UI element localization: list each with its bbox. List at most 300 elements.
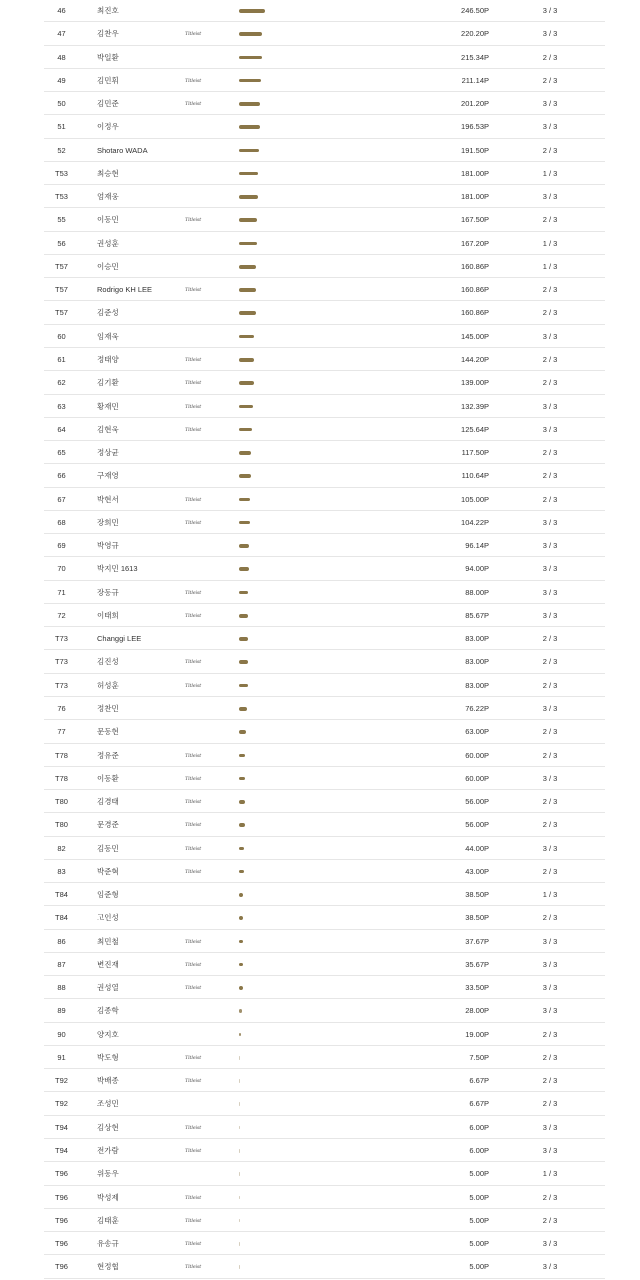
table-row[interactable]: [44, 441, 605, 464]
player-name-link[interactable]: Shotaro WADA: [97, 145, 148, 155]
points-cell: 160.86P: [461, 285, 489, 295]
player-name-link[interactable]: 권성훈: [97, 238, 119, 248]
points-cell: 246.50P: [461, 6, 489, 15]
points-cell: 85.67P: [465, 610, 489, 620]
points-cell: 144.20P: [461, 354, 489, 364]
table-row[interactable]: [44, 232, 605, 255]
rank-cell: T84: [55, 913, 68, 923]
table-row[interactable]: [44, 255, 605, 278]
table-row[interactable]: [44, 348, 605, 371]
table-row[interactable]: [44, 1139, 605, 1162]
rank-cell: 63: [57, 401, 66, 411]
events-cell: 2 / 3: [542, 285, 558, 295]
points-cell: 181.00P: [461, 192, 489, 202]
events-cell: 3 / 3: [542, 843, 558, 853]
points-bar: [239, 823, 245, 827]
events-cell: 3 / 3: [542, 564, 558, 574]
rank-cell: 62: [57, 378, 66, 388]
rank-cell: 72: [57, 610, 66, 620]
table-row[interactable]: [44, 906, 605, 929]
points-bar: [239, 777, 245, 781]
points-bar: [239, 1033, 241, 1037]
rank-cell: 66: [57, 471, 66, 481]
points-bar: [239, 172, 258, 176]
table-row[interactable]: [44, 930, 605, 953]
points-bar: [239, 1102, 240, 1106]
points-cell: 35.67P: [465, 959, 489, 969]
points-bar: [239, 1219, 240, 1223]
events-cell: 3 / 3: [542, 1006, 558, 1016]
rank-cell: 70: [57, 564, 66, 574]
points-cell: 167.50P: [461, 215, 489, 225]
points-cell: 5.00P: [469, 1169, 489, 1179]
events-cell: 2 / 3: [542, 727, 558, 737]
points-bar: [239, 684, 248, 688]
rank-cell: T96: [55, 1192, 68, 1202]
rank-cell: 90: [57, 1029, 66, 1039]
rank-cell: 87: [57, 959, 66, 969]
table-row[interactable]: [44, 674, 605, 697]
events-cell: 3 / 3: [542, 983, 558, 993]
events-cell: 2 / 3: [542, 145, 558, 155]
titleist-logo-icon: Titleist: [185, 1264, 202, 1271]
player-name-link[interactable]: 엄재웅: [97, 192, 119, 202]
player-name-link[interactable]: 임준형: [97, 890, 119, 900]
points-bar: [239, 149, 259, 153]
points-cell: 125.64P: [461, 424, 489, 434]
points-bar: [239, 916, 243, 920]
events-cell: 2 / 3: [542, 1076, 558, 1086]
player-name-link[interactable]: 구재영: [97, 471, 119, 481]
points-bar: [239, 79, 261, 83]
titleist-logo-icon: Titleist: [185, 1054, 202, 1061]
events-cell: 3 / 3: [542, 517, 558, 527]
table-row[interactable]: [44, 488, 605, 511]
player-name-link[interactable]: 박성제: [97, 1192, 119, 1202]
player-name-link[interactable]: 문경준: [97, 820, 119, 830]
rank-cell: 48: [57, 52, 66, 62]
table-row[interactable]: [44, 325, 605, 348]
points-bar: [239, 335, 254, 339]
table-row[interactable]: [44, 860, 605, 883]
points-bar: [239, 893, 243, 897]
titleist-logo-icon: Titleist: [185, 775, 202, 782]
points-cell: 6.67P: [469, 1099, 489, 1109]
table-row[interactable]: [44, 1162, 605, 1185]
table-row[interactable]: [44, 278, 605, 301]
table-row[interactable]: [44, 208, 605, 231]
events-cell: 3 / 3: [542, 541, 558, 551]
points-bar: [239, 56, 262, 60]
table-row[interactable]: [44, 883, 605, 906]
rank-cell: 83: [57, 866, 66, 876]
player-name-link[interactable]: 김상현: [97, 1122, 119, 1132]
events-cell: 2 / 3: [542, 680, 558, 690]
table-row[interactable]: [44, 1092, 605, 1115]
player-name-link[interactable]: 김동민: [97, 843, 119, 853]
events-cell: 2 / 3: [542, 354, 558, 364]
table-row[interactable]: [44, 744, 605, 767]
titleist-logo-icon: Titleist: [185, 287, 202, 294]
player-name-link[interactable]: 정찬민: [97, 703, 119, 713]
points-bar: [239, 986, 243, 990]
table-row[interactable]: [44, 557, 605, 580]
rank-cell: T96: [55, 1239, 68, 1249]
titleist-logo-icon: Titleist: [185, 426, 202, 433]
player-name-link[interactable]: 황재민: [97, 401, 119, 411]
table-row[interactable]: [44, 371, 605, 394]
rank-cell: 68: [57, 517, 66, 527]
titleist-logo-icon: Titleist: [185, 682, 202, 689]
rank-cell: 64: [57, 424, 66, 434]
table-row[interactable]: [44, 1186, 605, 1209]
player-name-link[interactable]: 김찬우: [97, 29, 119, 39]
rank-cell: 46: [57, 6, 66, 15]
points-bar: [239, 637, 248, 641]
points-cell: 38.50P: [465, 890, 489, 900]
table-row[interactable]: [44, 92, 605, 115]
points-bar: [239, 730, 246, 734]
player-name-link[interactable]: 김준성: [97, 308, 119, 318]
points-cell: 83.00P: [465, 634, 489, 644]
events-cell: 3 / 3: [542, 936, 558, 946]
rank-cell: T73: [55, 634, 68, 644]
table-row[interactable]: [44, 1232, 605, 1255]
points-cell: 37.67P: [465, 936, 489, 946]
table-row[interactable]: [44, 697, 605, 720]
table-row[interactable]: [44, 162, 605, 185]
points-bar: [239, 1056, 240, 1060]
player-name-link[interactable]: 장희민: [97, 517, 119, 527]
table-row[interactable]: [44, 1069, 605, 1092]
points-cell: 201.20P: [461, 99, 489, 109]
player-name-link[interactable]: 박지민 1613: [97, 564, 138, 574]
points-bar: [239, 1126, 240, 1130]
player-name-link[interactable]: 조성민: [97, 1099, 119, 1109]
points-bar: [239, 32, 262, 36]
rank-cell: T96: [55, 1169, 68, 1179]
events-cell: 2 / 3: [542, 1099, 558, 1109]
events-cell: 2 / 3: [542, 634, 558, 644]
table-row[interactable]: [44, 511, 605, 534]
rank-cell: 71: [57, 587, 66, 597]
player-name-link[interactable]: 김민준: [97, 99, 119, 109]
points-cell: 56.00P: [465, 797, 489, 807]
titleist-logo-icon: Titleist: [185, 403, 202, 410]
rank-cell: 61: [57, 354, 66, 364]
points-bar: [239, 428, 252, 432]
rank-cell: T96: [55, 1262, 68, 1272]
points-cell: 33.50P: [465, 983, 489, 993]
player-name-link[interactable]: 박일환: [97, 52, 119, 62]
points-bar: [239, 544, 249, 548]
table-row[interactable]: [44, 301, 605, 324]
events-cell: 3 / 3: [542, 6, 558, 15]
points-cell: 83.00P: [465, 680, 489, 690]
titleist-logo-icon: Titleist: [185, 1148, 202, 1155]
table-row[interactable]: [44, 604, 605, 627]
titleist-logo-icon: Titleist: [185, 868, 202, 875]
player-name-link[interactable]: 박배종: [97, 1076, 119, 1086]
table-row[interactable]: [44, 976, 605, 999]
events-cell: 2 / 3: [542, 657, 558, 667]
points-cell: 117.50P: [461, 448, 489, 458]
points-bar: [239, 567, 249, 571]
points-cell: 43.00P: [465, 866, 489, 876]
player-name-link[interactable]: 유송규: [97, 1239, 119, 1249]
rank-cell: 52: [57, 145, 66, 155]
titleist-logo-icon: Titleist: [185, 659, 202, 666]
table-row[interactable]: [44, 767, 605, 790]
events-cell: 3 / 3: [542, 29, 558, 39]
events-cell: 1 / 3: [542, 890, 558, 900]
points-bar: [239, 660, 248, 664]
player-name-link[interactable]: 김기환: [97, 378, 119, 388]
player-name-link[interactable]: 최진호: [97, 6, 119, 15]
rank-cell: 47: [57, 29, 66, 39]
titleist-logo-icon: Titleist: [185, 356, 202, 363]
table-row[interactable]: [44, 813, 605, 836]
points-cell: 94.00P: [465, 564, 489, 574]
points-cell: 145.00P: [461, 331, 489, 341]
player-name-link[interactable]: 문동현: [97, 727, 119, 737]
points-cell: 160.86P: [461, 261, 489, 271]
titleist-logo-icon: Titleist: [185, 380, 202, 387]
titleist-logo-icon: Titleist: [185, 31, 202, 38]
player-name-link[interactable]: 임재욱: [97, 331, 119, 341]
events-cell: 3 / 3: [542, 703, 558, 713]
table-row[interactable]: [44, 581, 605, 604]
points-cell: 28.00P: [465, 1006, 489, 1016]
table-row[interactable]: [44, 22, 605, 45]
points-cell: 191.50P: [461, 145, 489, 155]
points-bar: [239, 1242, 240, 1246]
points-bar: [239, 102, 260, 106]
player-name-link[interactable]: 김태훈: [97, 1215, 119, 1225]
titleist-logo-icon: Titleist: [185, 519, 202, 526]
points-cell: 38.50P: [465, 913, 489, 923]
titleist-logo-icon: Titleist: [185, 1241, 202, 1248]
rank-cell: 69: [57, 541, 66, 551]
player-name-link[interactable]: 전가람: [97, 1146, 119, 1156]
player-name-link[interactable]: 위동우: [97, 1169, 119, 1179]
events-cell: 2 / 3: [542, 866, 558, 876]
table-row[interactable]: [44, 1116, 605, 1139]
table-row[interactable]: [44, 1209, 605, 1232]
points-bar: [239, 451, 251, 455]
events-cell: 2 / 3: [542, 1215, 558, 1225]
table-row[interactable]: [44, 720, 605, 743]
table-row[interactable]: [44, 0, 605, 22]
player-name-link[interactable]: 정태양: [97, 354, 119, 364]
events-cell: 3 / 3: [542, 959, 558, 969]
points-cell: 139.00P: [461, 378, 489, 388]
points-bar: [239, 1265, 240, 1269]
rank-cell: T94: [55, 1122, 68, 1132]
player-name-link[interactable]: 허성훈: [97, 680, 119, 690]
player-name-link[interactable]: 김민휘: [97, 75, 119, 85]
player-name-link[interactable]: 양지호: [97, 1029, 119, 1039]
points-cell: 60.00P: [465, 750, 489, 760]
points-bar: [239, 591, 248, 595]
rank-cell: 50: [57, 99, 66, 109]
events-cell: 1 / 3: [542, 261, 558, 271]
points-bar: [239, 405, 253, 409]
player-name-link[interactable]: 고인성: [97, 913, 119, 923]
player-name-link[interactable]: 박준혁: [97, 866, 119, 876]
points-cell: 6.67P: [469, 1076, 489, 1086]
points-bar: [239, 800, 245, 804]
points-cell: 105.00P: [461, 494, 489, 504]
table-row[interactable]: [44, 999, 605, 1022]
events-cell: 3 / 3: [542, 1262, 558, 1272]
table-row[interactable]: [44, 1023, 605, 1046]
points-cell: 96.14P: [465, 541, 489, 551]
rank-cell: 51: [57, 122, 66, 132]
rank-cell: 67: [57, 494, 66, 504]
points-cell: 110.64P: [461, 471, 489, 481]
table-row[interactable]: [44, 115, 605, 138]
events-cell: 2 / 3: [542, 913, 558, 923]
player-name-link[interactable]: 현정협: [97, 1262, 119, 1272]
player-name-link[interactable]: 김경태: [97, 797, 119, 807]
events-cell: 3 / 3: [542, 610, 558, 620]
table-row[interactable]: [44, 1046, 605, 1069]
events-cell: 3 / 3: [542, 424, 558, 434]
table-row[interactable]: [44, 185, 605, 208]
table-row[interactable]: [44, 534, 605, 557]
table-row[interactable]: [44, 837, 605, 860]
player-name-link[interactable]: 최민철: [97, 936, 119, 946]
events-cell: 2 / 3: [542, 471, 558, 481]
events-cell: 2 / 3: [542, 378, 558, 388]
events-cell: 2 / 3: [542, 750, 558, 760]
events-cell: 2 / 3: [542, 215, 558, 225]
titleist-logo-icon: Titleist: [185, 961, 202, 968]
table-row[interactable]: [44, 46, 605, 69]
table-row[interactable]: [44, 953, 605, 976]
points-cell: 160.86P: [461, 308, 489, 318]
rank-cell: T92: [55, 1076, 68, 1086]
table-row[interactable]: [44, 395, 605, 418]
events-cell: 3 / 3: [542, 1146, 558, 1156]
points-cell: 88.00P: [465, 587, 489, 597]
player-name-link[interactable]: 정유준: [97, 750, 119, 760]
titleist-logo-icon: Titleist: [185, 845, 202, 852]
rank-cell: 82: [57, 843, 66, 853]
points-bar: [239, 754, 245, 758]
ranking-table: [44, 0, 605, 1279]
table-row[interactable]: [44, 139, 605, 162]
table-row[interactable]: [44, 1255, 605, 1278]
points-cell: 19.00P: [465, 1029, 489, 1039]
points-cell: 5.00P: [469, 1239, 489, 1249]
rank-cell: 77: [57, 727, 66, 737]
points-bar: [239, 9, 265, 13]
events-cell: 2 / 3: [542, 1029, 558, 1039]
titleist-logo-icon: Titleist: [185, 985, 202, 992]
points-bar: [239, 847, 244, 851]
titleist-logo-icon: Titleist: [185, 1078, 202, 1085]
titleist-logo-icon: Titleist: [185, 1217, 202, 1224]
rank-cell: 89: [57, 1006, 66, 1016]
events-cell: 3 / 3: [542, 587, 558, 597]
player-name-link[interactable]: 박영규: [97, 541, 119, 551]
player-name-link[interactable]: 장동규: [97, 587, 119, 597]
player-name-link[interactable]: 이정우: [97, 122, 119, 132]
rank-cell: T92: [55, 1099, 68, 1109]
titleist-logo-icon: Titleist: [185, 217, 202, 224]
points-cell: 211.14P: [461, 75, 489, 85]
points-cell: 6.00P: [469, 1122, 489, 1132]
rank-cell: T78: [55, 750, 68, 760]
player-name-link[interactable]: 김종학: [97, 1006, 119, 1016]
points-bar: [239, 498, 250, 502]
table-row[interactable]: [44, 790, 605, 813]
titleist-logo-icon: Titleist: [185, 1194, 202, 1201]
points-bar: [239, 963, 243, 967]
player-name-link[interactable]: 권성열: [97, 983, 119, 993]
player-name-link[interactable]: Rodrigo KH LEE: [97, 285, 153, 295]
points-bar: [239, 265, 256, 269]
points-cell: 63.00P: [465, 727, 489, 737]
player-name-link[interactable]: 박현서: [97, 494, 119, 504]
player-name-link[interactable]: 이동환: [97, 773, 119, 783]
points-cell: 6.00P: [469, 1146, 489, 1156]
player-name-link[interactable]: 김현욱: [97, 424, 119, 434]
rank-cell: 86: [57, 936, 66, 946]
points-cell: 83.00P: [465, 657, 489, 667]
rank-cell: 55: [57, 215, 66, 225]
player-name-link[interactable]: 최승현: [97, 168, 119, 178]
player-name-link[interactable]: 박도형: [97, 1052, 119, 1062]
rank-cell: T78: [55, 773, 68, 783]
events-cell: 3 / 3: [542, 331, 558, 341]
points-bar: [239, 707, 247, 711]
player-name-link[interactable]: 정상균: [97, 448, 119, 458]
points-cell: 220.20P: [461, 29, 489, 39]
points-bar: [239, 218, 257, 222]
table-row[interactable]: [44, 418, 605, 441]
events-cell: 2 / 3: [542, 797, 558, 807]
points-bar: [239, 1079, 240, 1083]
rank-cell: 76: [57, 703, 66, 713]
table-row[interactable]: [44, 627, 605, 650]
rank-cell: T80: [55, 820, 68, 830]
events-cell: 2 / 3: [542, 308, 558, 318]
table-row[interactable]: [44, 464, 605, 487]
points-cell: 7.50P: [469, 1052, 489, 1062]
titleist-logo-icon: Titleist: [185, 799, 202, 806]
titleist-logo-icon: Titleist: [185, 77, 202, 84]
player-name-link[interactable]: 김진성: [97, 657, 119, 667]
points-cell: 132.39P: [461, 401, 489, 411]
points-cell: 60.00P: [465, 773, 489, 783]
rank-cell: T57: [55, 285, 68, 295]
events-cell: 2 / 3: [542, 820, 558, 830]
player-name-link[interactable]: Changgi LEE: [97, 634, 142, 644]
table-row[interactable]: [44, 69, 605, 92]
points-cell: 167.20P: [461, 238, 489, 248]
player-name-link[interactable]: 이동민: [97, 215, 119, 225]
titleist-logo-icon: Titleist: [185, 101, 202, 108]
player-name-link[interactable]: 이태희: [97, 610, 119, 620]
titleist-logo-icon: Titleist: [185, 496, 202, 503]
table-row[interactable]: [44, 650, 605, 673]
player-name-link[interactable]: 변진재: [97, 959, 119, 969]
player-name-link[interactable]: 이승민: [97, 261, 119, 271]
titleist-logo-icon: Titleist: [185, 822, 202, 829]
